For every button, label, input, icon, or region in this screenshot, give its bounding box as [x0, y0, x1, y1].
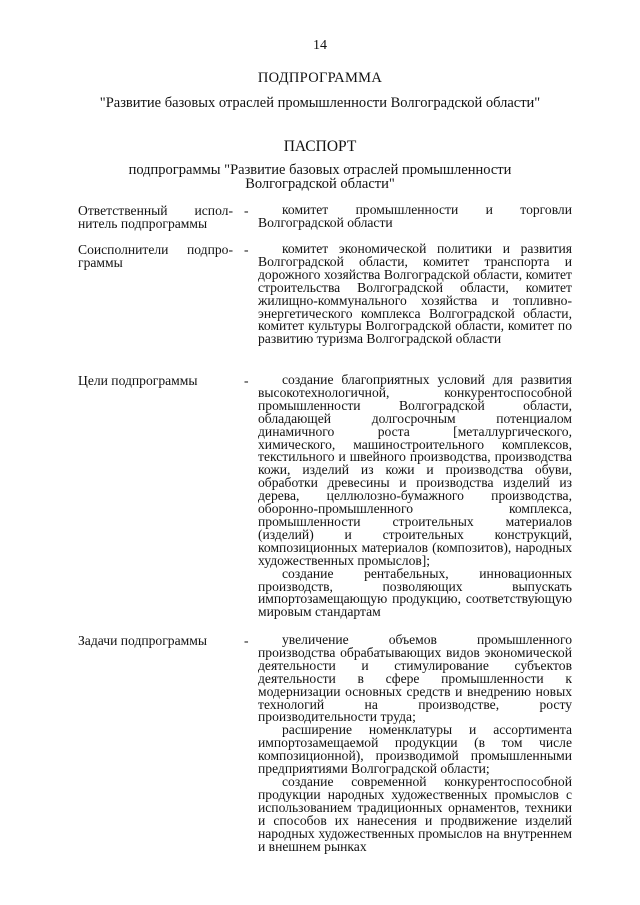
- row-paragraph: комитет экономической политики и развития Волгоградской области, комитет транспорта и дорожного хозяйства Волгоградской области, комитет строительства Волгоградской области, комитет жилищно-коммунального хозяйства и топливно-энергетического комплекса Волгоградской области, комитет культуры Волгоградской области, комитет по развитию туризма Волгоградской области: [258, 241, 572, 347]
- row-paragraph: создание рентабельных, инновационных производств, позволяющих выпускать импортозамещающую продукцию, соответствующую мировым стандартам: [258, 565, 572, 620]
- row-label-line: граммы: [78, 255, 123, 270]
- subprogram-heading: ПОДПРОГРАММА: [257, 70, 383, 86]
- row-label-line: Соисполнители подпро-: [78, 242, 233, 257]
- row-value: [258, 634, 572, 853]
- row-paragraph: создание благоприятных условий для развития высокотехнологичной, конкурентоспособной промышленности Волгоградской области, обладающей долгосрочным потенциалом динамичного роста [металлургического, химического, машиностроительного комплексов, текстильного и швейного производства, производства кожи, изделий из кожи и производства обуви, обработки древесины и производства изделий из дерева, целлюлозно-бумажного производства, оборонно-промышленного комплекса, промышленности строительных материалов (изделий) и строительных конструкций, композиционных материалов (композитов), народных художественных промыслов];: [258, 372, 572, 568]
- row-label-line: Ответственный испол-: [78, 203, 233, 218]
- row-label: [78, 374, 233, 387]
- row-value: [258, 204, 572, 230]
- passport-caption: [0, 163, 640, 191]
- row-label: [78, 634, 233, 647]
- row-value: [258, 374, 572, 619]
- row-label-line: Задачи подпрограммы: [78, 633, 207, 648]
- passport-caption-line: Волгоградской области": [245, 176, 395, 192]
- page-number: 14: [313, 38, 327, 53]
- row-dash: -: [244, 242, 249, 257]
- row-label: [78, 243, 233, 269]
- passport-caption-line: подпрограммы "Развитие базовых отраслей промышленности: [128, 162, 512, 178]
- row-paragraph: комитет промышленности и торговли Волгоградской области: [258, 202, 572, 230]
- passport-heading: ПАСПОРТ: [283, 138, 357, 155]
- row-dash: -: [244, 633, 249, 648]
- row-value: [258, 243, 572, 346]
- row-label: [78, 204, 233, 230]
- row-label-line: Цели подпрограммы: [78, 373, 198, 388]
- row-label-line: нитель подпрограммы: [78, 216, 208, 231]
- subprogram-name: "Развитие базовых отраслей промышленности Волгоградской области": [99, 95, 541, 111]
- row-paragraph: создание современной конкурентоспособной продукции народных художественных промыслов с использованием традиционных орнаментов, техники и способов их нанесения и продвижение изделий народных художественных промыслов на внутреннем и внешнем рынках: [258, 773, 572, 854]
- row-dash: -: [244, 203, 249, 218]
- row-dash: -: [244, 373, 249, 388]
- row-paragraph: расширение номенклатуры и ассортимента импортозамещаемой продукции (в том числе композиционной), производимой промышленными предприятиями Волгоградской области;: [258, 722, 572, 777]
- row-paragraph: увеличение объемов промышленного производства обрабатывающих видов экономической деятельности и стимулирование субъектов деятельности в сфере промышленности к модернизации основных средств и внедрению новых технологий на производстве, росту производительности труда;: [258, 632, 572, 725]
